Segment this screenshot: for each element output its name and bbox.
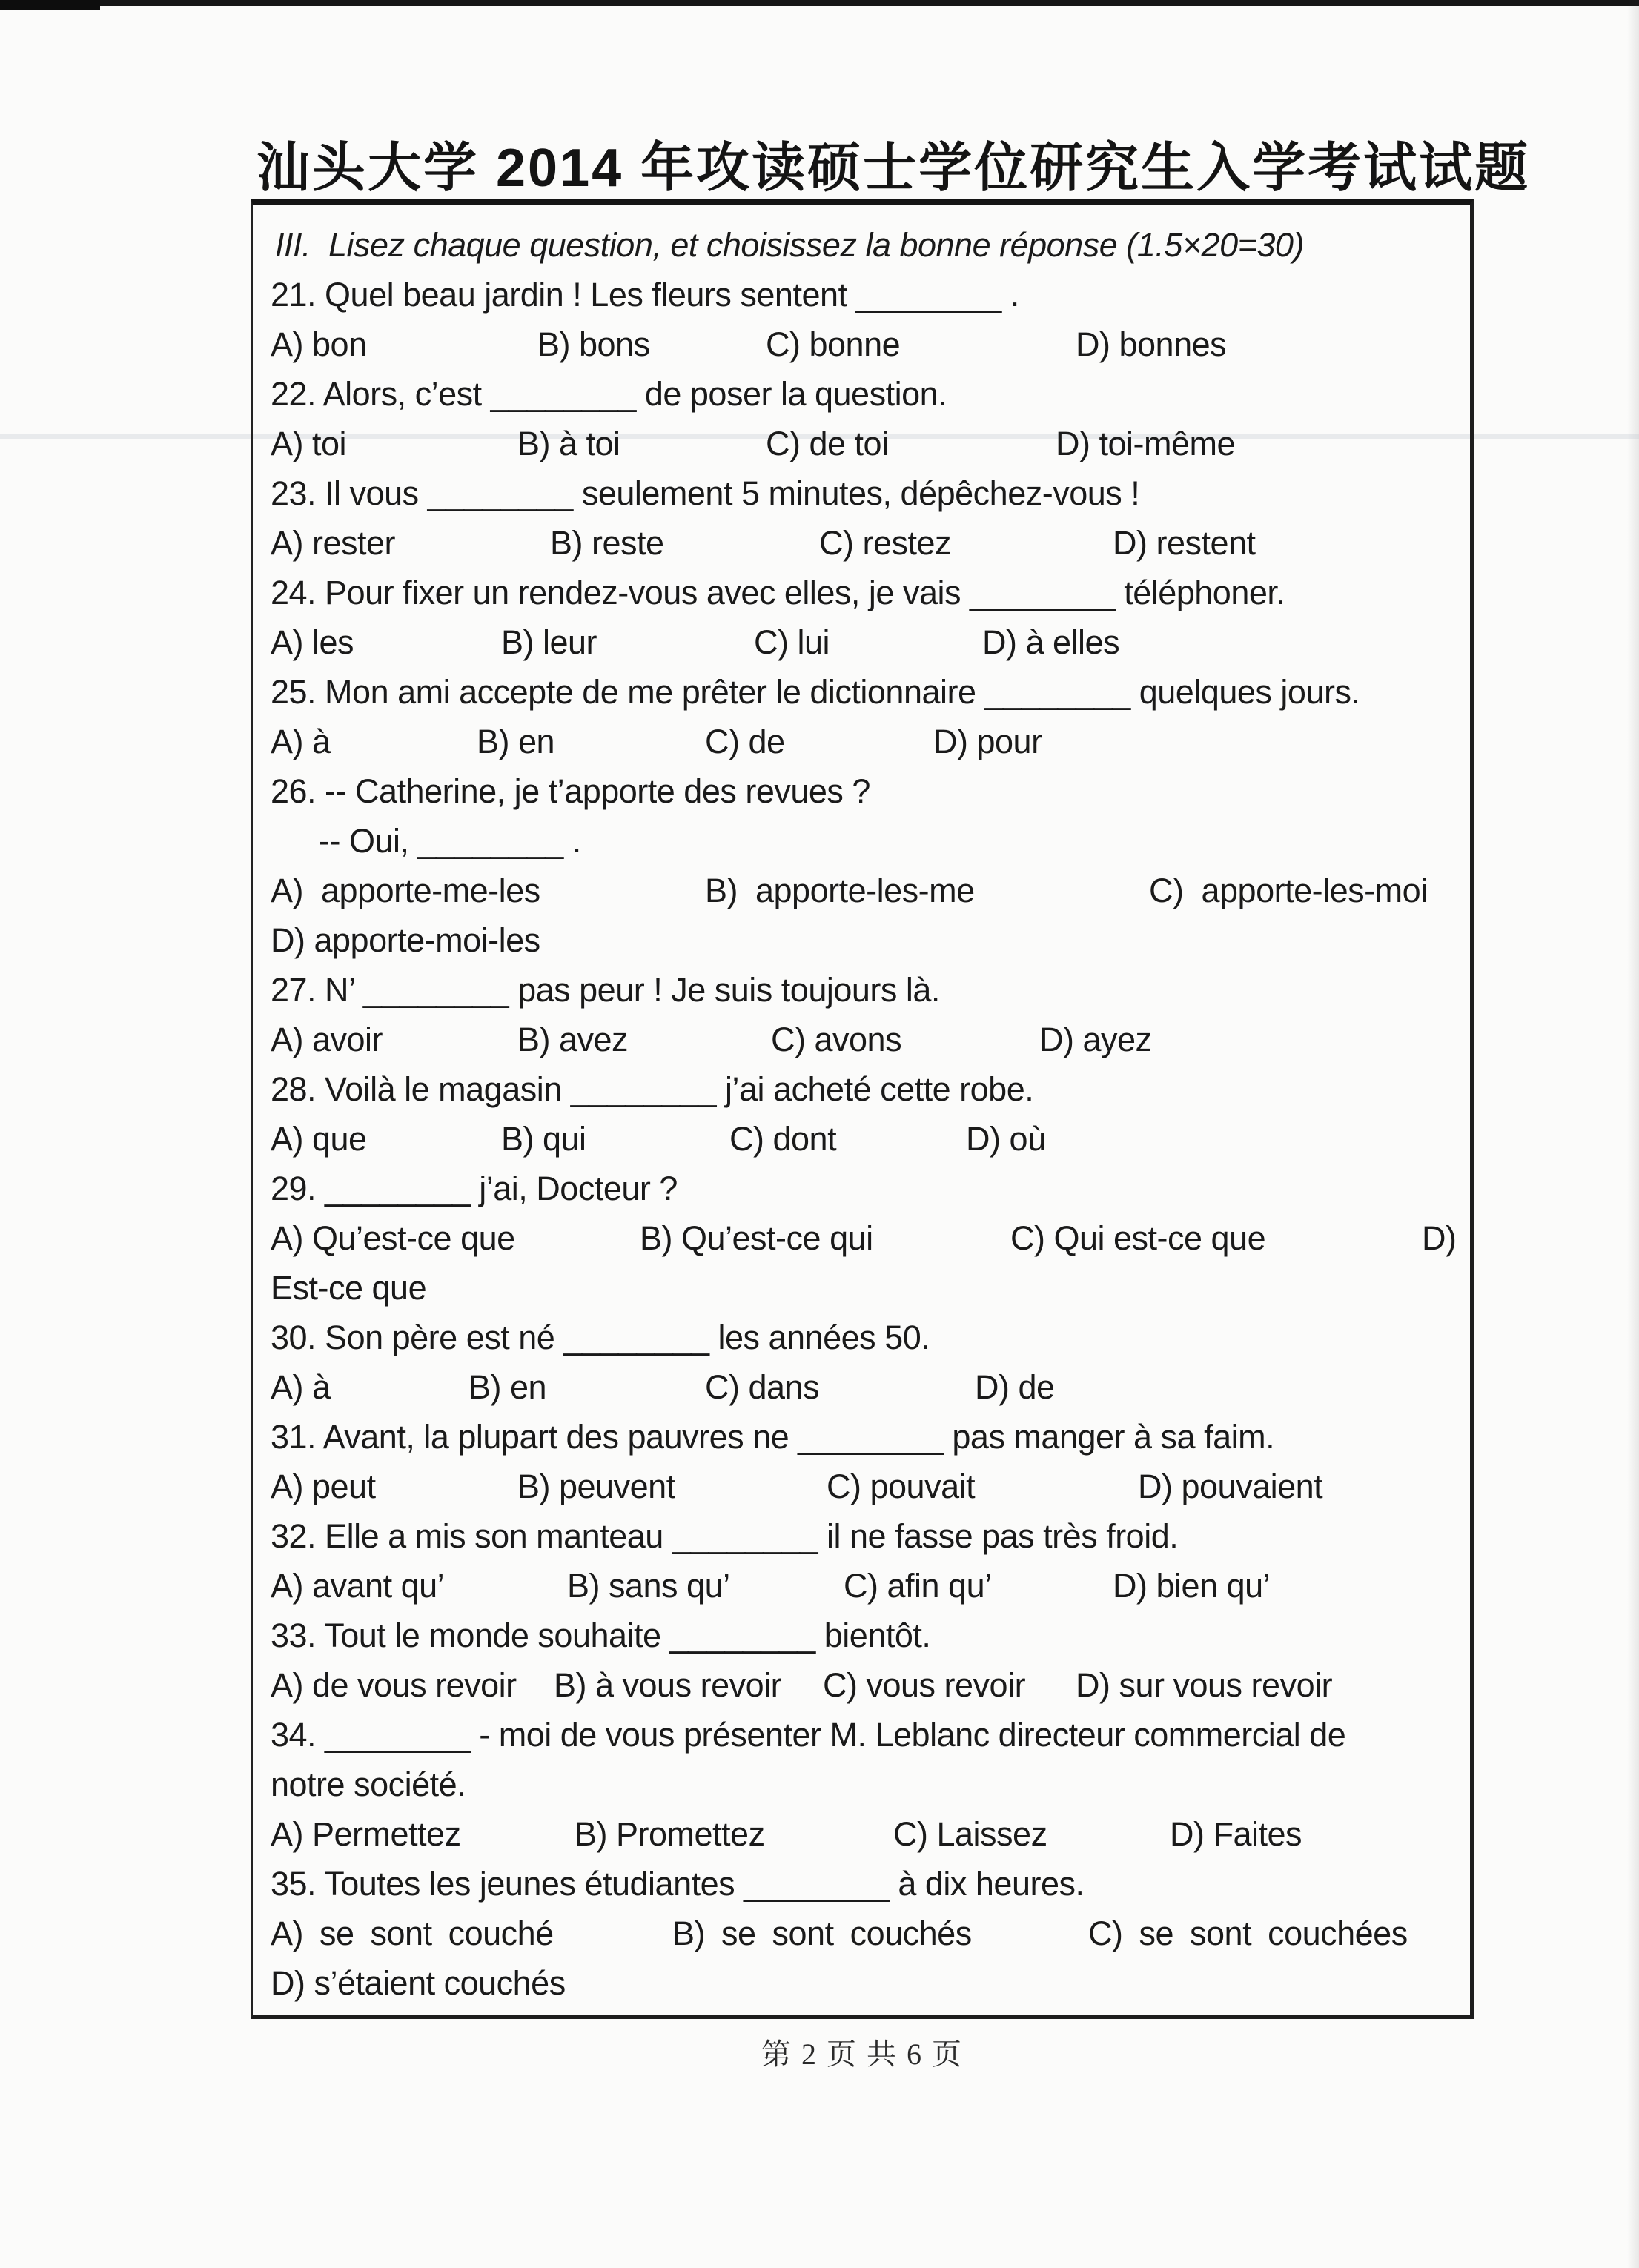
question-34 <box>271 1714 1470 1763</box>
option-23-d: D) restent <box>1113 524 1256 562</box>
option-24-b: B) leur <box>501 623 597 661</box>
option-35-a: A) se sont couché <box>271 1914 554 1952</box>
question-23-text: 23. Il vous ________ seulement 5 minutes, dépêchez-vous ! <box>271 474 1140 512</box>
question-32-text: 32. Elle a mis son manteau ________ il ne fasse pas très froid. <box>271 1517 1179 1555</box>
option-29-a: A) Qu’est-ce que <box>271 1219 515 1257</box>
scan-edge-shadow-right <box>1627 0 1639 2268</box>
option-27-a: A) avoir <box>271 1021 383 1058</box>
option-22-a: A) toi <box>271 425 347 462</box>
option-23-b: B) reste <box>550 524 664 562</box>
options-27 <box>271 1018 1470 1068</box>
option-35-b: B) se sont couchés <box>672 1914 972 1952</box>
option-30-c: C) dans <box>705 1368 820 1406</box>
question-29-text: 29. ________ j’ai, Docteur ? <box>271 1170 678 1207</box>
question-26 <box>271 770 1470 820</box>
question-26-reply-text: -- Oui, ________ . <box>319 822 581 860</box>
options-22 <box>271 422 1470 472</box>
option-34-b: B) Promettez <box>575 1815 765 1853</box>
option-28-a: A) que <box>271 1120 367 1158</box>
option-26-b: B) apporte-les-me <box>705 872 975 909</box>
option-25-a: A) à <box>271 723 331 760</box>
option-21-c: C) bonne <box>766 325 901 363</box>
question-22 <box>271 373 1470 422</box>
option-21-b: B) bons <box>537 325 650 363</box>
question-22-text: 22. Alors, c’est ________ de poser la question. <box>271 375 947 413</box>
option-31-c: C) pouvait <box>827 1468 976 1505</box>
section-heading <box>271 224 1470 273</box>
option-22-d: D) toi-même <box>1056 425 1236 462</box>
options-23 <box>271 522 1470 571</box>
question-35 <box>271 1863 1470 1912</box>
option-32-d: D) bien qu’ <box>1113 1567 1271 1605</box>
option-34-d: D) Faites <box>1170 1815 1302 1853</box>
option-29-c: C) Qui est-ce que <box>1010 1219 1266 1257</box>
option-33-b: B) à vous revoir <box>554 1666 782 1704</box>
options-35-d <box>271 1962 1470 2012</box>
question-29 <box>271 1167 1470 1217</box>
question-34-wrap-text: notre société. <box>271 1765 466 1803</box>
question-24 <box>271 571 1470 621</box>
option-26-c: C) apporte-les-moi <box>1149 872 1428 909</box>
option-21-a: A) bon <box>271 325 367 363</box>
options-28 <box>271 1118 1470 1167</box>
scan-edge-artifact-top <box>0 0 1639 6</box>
options-33 <box>271 1664 1470 1714</box>
option-32-c: C) afin qu’ <box>844 1567 992 1605</box>
question-32 <box>271 1515 1470 1565</box>
option-30-b: B) en <box>468 1368 547 1406</box>
option-22-c: C) de toi <box>766 425 889 462</box>
options-24 <box>271 621 1470 671</box>
question-box <box>251 199 1474 2019</box>
page-footer: 第 2 页 共 6 页 <box>761 2037 963 2071</box>
options-32 <box>271 1565 1470 1614</box>
options-29 <box>271 1217 1470 1267</box>
option-25-c: C) de <box>705 723 785 760</box>
option-30-a: A) à <box>271 1368 331 1406</box>
option-32-b: B) sans qu’ <box>567 1567 730 1605</box>
options-26-abc <box>271 869 1470 919</box>
option-29-d-text: Est-ce que <box>271 1269 427 1307</box>
option-29-b: B) Qu’est-ce qui <box>640 1219 873 1257</box>
options-29-d-wrap <box>271 1267 1470 1316</box>
section-heading-text: III. Lisez chaque question, et choisissez la bonne réponse (1.5×20=30) <box>275 226 1304 264</box>
options-26-d <box>271 919 1470 969</box>
option-27-d: D) ayez <box>1039 1021 1152 1058</box>
option-24-d: D) à elles <box>982 623 1120 661</box>
question-26-text: 26. -- Catherine, je t’apporte des revues ? <box>271 772 870 810</box>
question-24-text: 24. Pour fixer un rendez-vous avec elles, je vais ________ téléphoner. <box>271 574 1285 611</box>
option-33-c: C) vous revoir <box>823 1666 1026 1704</box>
option-28-b: B) qui <box>501 1120 586 1158</box>
option-35-d: D) s’étaient couchés <box>271 1964 566 2002</box>
option-28-d: D) où <box>966 1120 1046 1158</box>
page-title: 汕头大学 2014 年攻读硕士学位研究生入学考试试题 <box>256 139 1531 198</box>
option-25-b: B) en <box>477 723 555 760</box>
question-35-text: 35. Toutes les jeunes étudiantes ________ à dix heures. <box>271 1865 1085 1903</box>
question-33 <box>271 1614 1470 1664</box>
question-23 <box>271 472 1470 522</box>
question-30-text: 30. Son père est né ________ les années 50. <box>271 1319 930 1356</box>
question-31-text: 31. Avant, la plupart des pauvres ne ________ pas manger à sa faim. <box>271 1418 1275 1456</box>
options-25 <box>271 720 1470 770</box>
option-25-d: D) pour <box>933 723 1042 760</box>
option-31-a: A) peut <box>271 1468 376 1505</box>
question-26-reply <box>271 820 1470 869</box>
option-34-c: C) Laissez <box>893 1815 1047 1853</box>
option-27-c: C) avons <box>771 1021 902 1058</box>
option-35-c: C) se sont couchées <box>1088 1914 1408 1952</box>
option-26-d: D) apporte-moi-les <box>271 921 540 959</box>
option-31-d: D) pouvaient <box>1138 1468 1323 1505</box>
scan-edge-artifact-top-left <box>0 0 100 10</box>
option-27-b: B) avez <box>517 1021 629 1058</box>
option-34-a: A) Permettez <box>271 1815 461 1853</box>
question-27 <box>271 969 1470 1018</box>
question-34-wrap <box>271 1763 1470 1813</box>
question-25 <box>271 671 1470 720</box>
options-21 <box>271 323 1470 373</box>
option-30-d: D) de <box>975 1368 1055 1406</box>
option-23-a: A) rester <box>271 524 396 562</box>
options-30 <box>271 1366 1470 1416</box>
question-25-text: 25. Mon ami accepte de me prêter le dictionnaire ________ quelques jours. <box>271 673 1360 711</box>
option-32-a: A) avant qu’ <box>271 1567 445 1605</box>
options-31 <box>271 1465 1470 1515</box>
question-30 <box>271 1316 1470 1366</box>
question-21-text: 21. Quel beau jardin ! Les fleurs sentent ________ . <box>271 276 1019 314</box>
option-24-a: A) les <box>271 623 354 661</box>
question-27-text: 27. N’ ________ pas peur ! Je suis toujours là. <box>271 971 940 1009</box>
question-33-text: 33. Tout le monde souhaite ________ bientôt. <box>271 1617 931 1654</box>
options-35-abc <box>271 1912 1470 1962</box>
option-26-a: A) apporte-me-les <box>271 872 540 909</box>
option-23-c: C) restez <box>819 524 952 562</box>
question-21 <box>271 273 1470 323</box>
option-22-b: B) à toi <box>517 425 620 462</box>
option-24-c: C) lui <box>754 623 830 661</box>
options-34 <box>271 1813 1470 1863</box>
option-33-d: D) sur vous revoir <box>1076 1666 1333 1704</box>
question-31 <box>271 1416 1470 1465</box>
question-34-text: 34. ________ - moi de vous présenter M. Leblanc directeur commercial de <box>271 1716 1346 1754</box>
option-28-c: C) dont <box>729 1120 837 1158</box>
option-33-a: A) de vous revoir <box>271 1666 517 1704</box>
option-29-d-label: D) <box>1422 1219 1457 1257</box>
option-31-b: B) peuvent <box>517 1468 675 1505</box>
question-28 <box>271 1068 1470 1118</box>
question-28-text: 28. Voilà le magasin ________ j’ai acheté cette robe. <box>271 1070 1034 1108</box>
option-21-d: D) bonnes <box>1076 325 1227 363</box>
